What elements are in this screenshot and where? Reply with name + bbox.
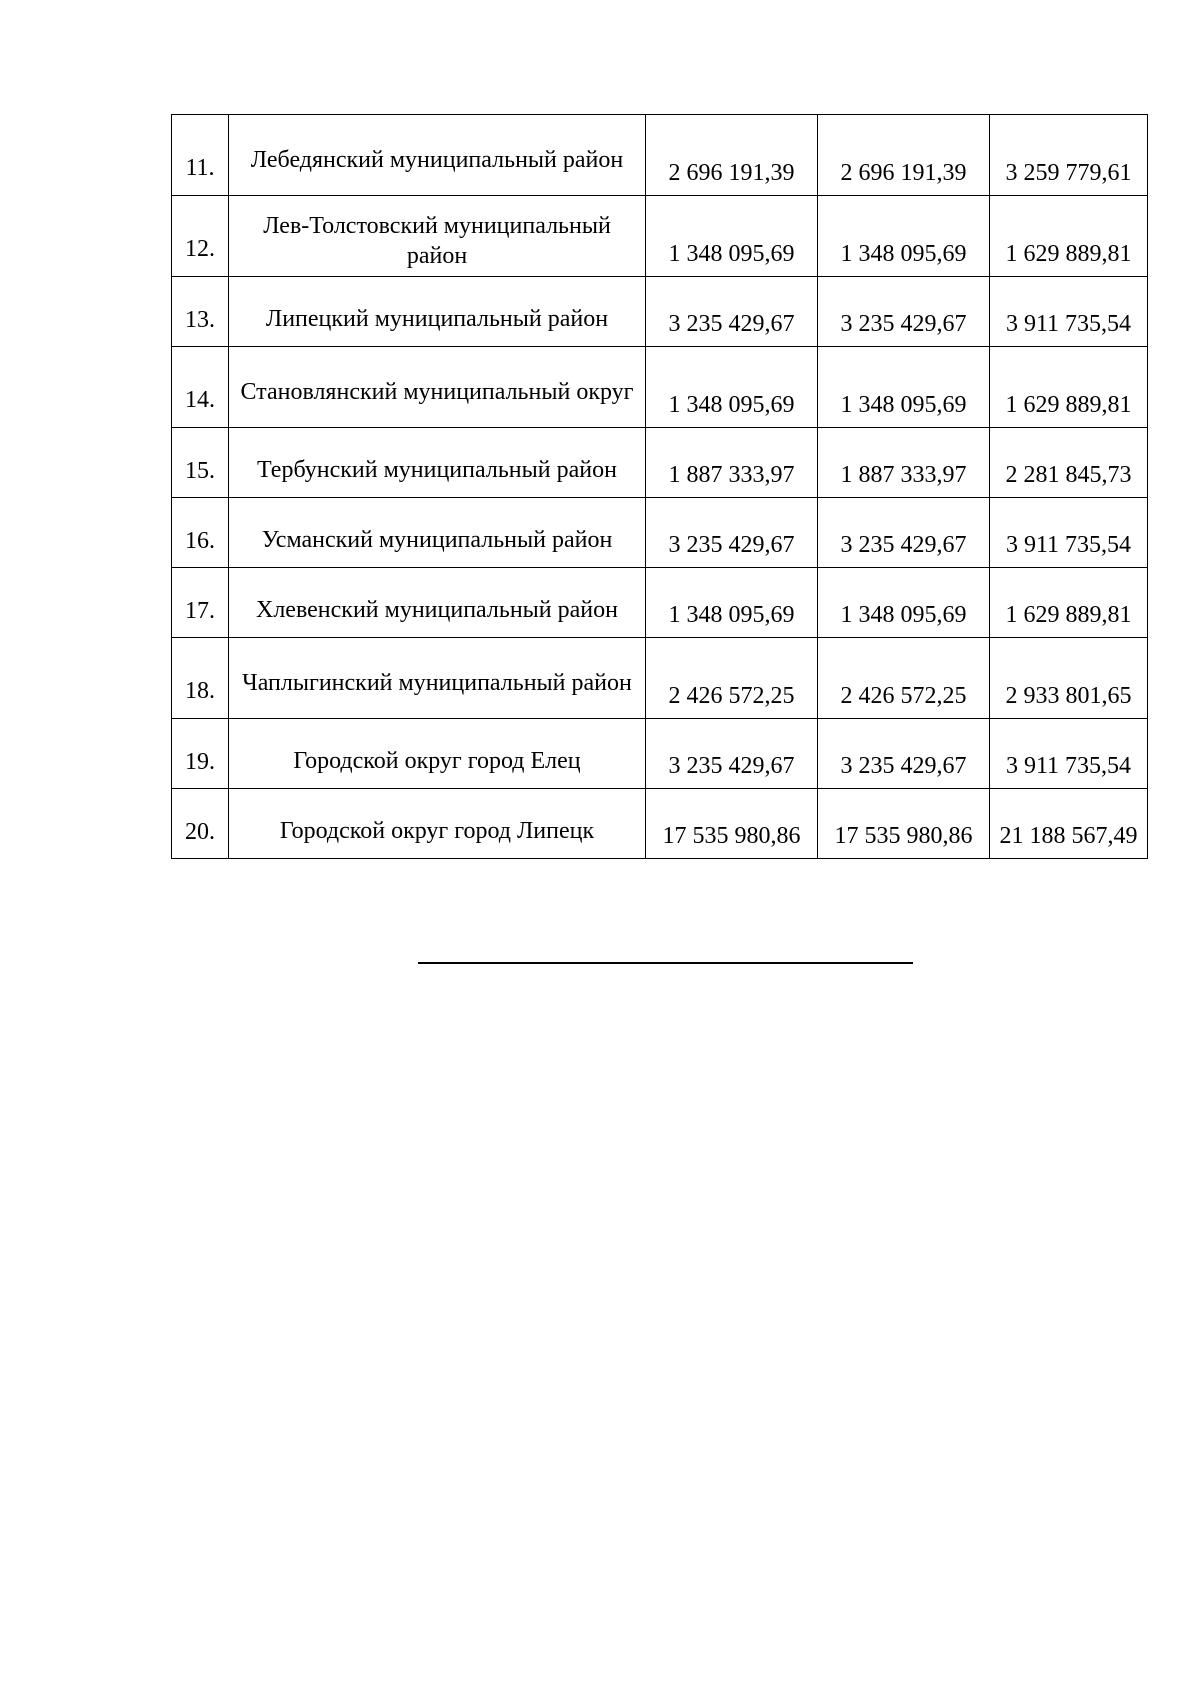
value-cell-2 bbox=[818, 428, 990, 498]
value-1: 3 235 429,67 bbox=[668, 531, 795, 558]
value-cell-2 bbox=[818, 115, 990, 196]
table-row bbox=[172, 115, 1148, 196]
municipality-name: Становлянский муниципальный округ bbox=[240, 379, 634, 405]
value-cell-1 bbox=[646, 196, 818, 277]
value-cell-2 bbox=[818, 719, 990, 789]
table-row bbox=[172, 719, 1148, 789]
municipality-name-cell bbox=[229, 196, 646, 277]
table-row bbox=[172, 196, 1148, 277]
row-number-cell bbox=[172, 719, 229, 789]
row-number-cell bbox=[172, 428, 229, 498]
value-cell-1 bbox=[646, 428, 818, 498]
value-cell-3 bbox=[990, 498, 1148, 568]
value-1: 1 348 095,69 bbox=[668, 391, 795, 418]
table-row bbox=[172, 789, 1148, 859]
value-2: 1 348 095,69 bbox=[840, 601, 967, 628]
table-row bbox=[172, 568, 1148, 638]
value-cell-1 bbox=[646, 498, 818, 568]
row-number: 18. bbox=[185, 678, 215, 704]
value-cell-3 bbox=[990, 115, 1148, 196]
row-number: 19. bbox=[185, 748, 215, 775]
value-cell-2 bbox=[818, 568, 990, 638]
row-number-cell bbox=[172, 568, 229, 638]
end-separator-line bbox=[418, 962, 913, 964]
row-number-cell bbox=[172, 498, 229, 568]
municipality-name-cell bbox=[229, 347, 646, 428]
row-number: 11. bbox=[185, 155, 215, 181]
municipality-name-cell bbox=[229, 568, 646, 638]
value-cell-1 bbox=[646, 568, 818, 638]
value-cell-3 bbox=[990, 568, 1148, 638]
municipality-name: Лев-Толстовский муниципальный район bbox=[263, 213, 611, 269]
value-1: 1 887 333,97 bbox=[668, 461, 795, 488]
municipality-name-cell bbox=[229, 428, 646, 498]
row-number-cell bbox=[172, 277, 229, 347]
value-cell-2 bbox=[818, 277, 990, 347]
value-1: 3 235 429,67 bbox=[668, 310, 795, 337]
value-cell-2 bbox=[818, 196, 990, 277]
value-3: 1 629 889,81 bbox=[1005, 601, 1132, 628]
row-number: 15. bbox=[185, 457, 215, 484]
row-number-cell bbox=[172, 789, 229, 859]
allocation-table bbox=[171, 114, 1148, 859]
value-cell-1 bbox=[646, 347, 818, 428]
value-cell-3 bbox=[990, 277, 1148, 347]
row-number-cell bbox=[172, 347, 229, 428]
value-cell-3 bbox=[990, 789, 1148, 859]
municipality-name: Лебедянский муниципальный район bbox=[250, 147, 624, 173]
municipality-name: Городской округ город Липецк bbox=[279, 817, 595, 844]
table-row bbox=[172, 347, 1148, 428]
value-1: 2 696 191,39 bbox=[668, 159, 795, 186]
municipality-name: Хлевенский муниципальный район bbox=[256, 596, 618, 623]
municipality-name-cell bbox=[229, 719, 646, 789]
value-3: 1 629 889,81 bbox=[1005, 240, 1132, 267]
value-cell-1 bbox=[646, 638, 818, 719]
table-row bbox=[172, 277, 1148, 347]
value-cell-2 bbox=[818, 638, 990, 719]
value-cell-2 bbox=[818, 347, 990, 428]
municipality-name: Чаплыгинский муниципальный район bbox=[242, 670, 632, 696]
value-cell-3 bbox=[990, 638, 1148, 719]
value-2: 1 348 095,69 bbox=[840, 240, 967, 267]
row-number: 13. bbox=[185, 306, 215, 333]
value-1: 1 348 095,69 bbox=[668, 601, 795, 628]
municipality-name: Городской округ город Елец bbox=[293, 747, 581, 774]
value-cell-3 bbox=[990, 719, 1148, 789]
municipality-name: Усманский муниципальный район bbox=[261, 526, 613, 553]
municipality-name-cell bbox=[229, 115, 646, 196]
row-number: 17. bbox=[185, 597, 215, 624]
row-number: 14. bbox=[185, 387, 215, 413]
table-row bbox=[172, 428, 1148, 498]
value-2: 17 535 980,86 bbox=[834, 822, 973, 849]
value-1: 1 348 095,69 bbox=[668, 240, 795, 267]
value-3: 2 933 801,65 bbox=[1005, 682, 1132, 709]
value-2: 3 235 429,67 bbox=[840, 310, 967, 337]
value-3: 3 911 735,54 bbox=[1005, 531, 1132, 558]
value-3: 21 188 567,49 bbox=[999, 822, 1138, 849]
value-2: 3 235 429,67 bbox=[840, 531, 967, 558]
value-cell-1 bbox=[646, 719, 818, 789]
municipality-name-cell bbox=[229, 277, 646, 347]
value-3: 3 911 735,54 bbox=[1005, 752, 1132, 779]
value-1: 3 235 429,67 bbox=[668, 752, 795, 779]
table-row bbox=[172, 498, 1148, 568]
value-2: 1 348 095,69 bbox=[840, 391, 967, 418]
row-number-cell bbox=[172, 196, 229, 277]
value-cell-1 bbox=[646, 115, 818, 196]
row-number: 12. bbox=[185, 236, 215, 262]
row-number-cell bbox=[172, 638, 229, 719]
value-2: 2 426 572,25 bbox=[840, 682, 967, 709]
municipality-name: Тербунский муниципальный район bbox=[257, 456, 617, 483]
value-3: 3 259 779,61 bbox=[1005, 159, 1132, 186]
value-cell-2 bbox=[818, 789, 990, 859]
table-row bbox=[172, 638, 1148, 719]
municipality-name-cell bbox=[229, 638, 646, 719]
value-1: 17 535 980,86 bbox=[662, 822, 801, 849]
value-2: 2 696 191,39 bbox=[840, 159, 967, 186]
value-3: 1 629 889,81 bbox=[1005, 391, 1132, 418]
value-cell-3 bbox=[990, 196, 1148, 277]
row-number: 20. bbox=[185, 818, 215, 845]
value-cell-3 bbox=[990, 428, 1148, 498]
value-cell-2 bbox=[818, 498, 990, 568]
value-3: 3 911 735,54 bbox=[1005, 310, 1132, 337]
municipality-name-cell bbox=[229, 498, 646, 568]
value-2: 3 235 429,67 bbox=[840, 752, 967, 779]
value-3: 2 281 845,73 bbox=[1005, 461, 1132, 488]
municipality-name-cell bbox=[229, 789, 646, 859]
value-1: 2 426 572,25 bbox=[668, 682, 795, 709]
value-cell-3 bbox=[990, 347, 1148, 428]
value-cell-1 bbox=[646, 277, 818, 347]
value-cell-1 bbox=[646, 789, 818, 859]
row-number: 16. bbox=[185, 527, 215, 554]
municipality-name: Липецкий муниципальный район bbox=[265, 305, 609, 332]
row-number-cell bbox=[172, 115, 229, 196]
value-2: 1 887 333,97 bbox=[840, 461, 967, 488]
